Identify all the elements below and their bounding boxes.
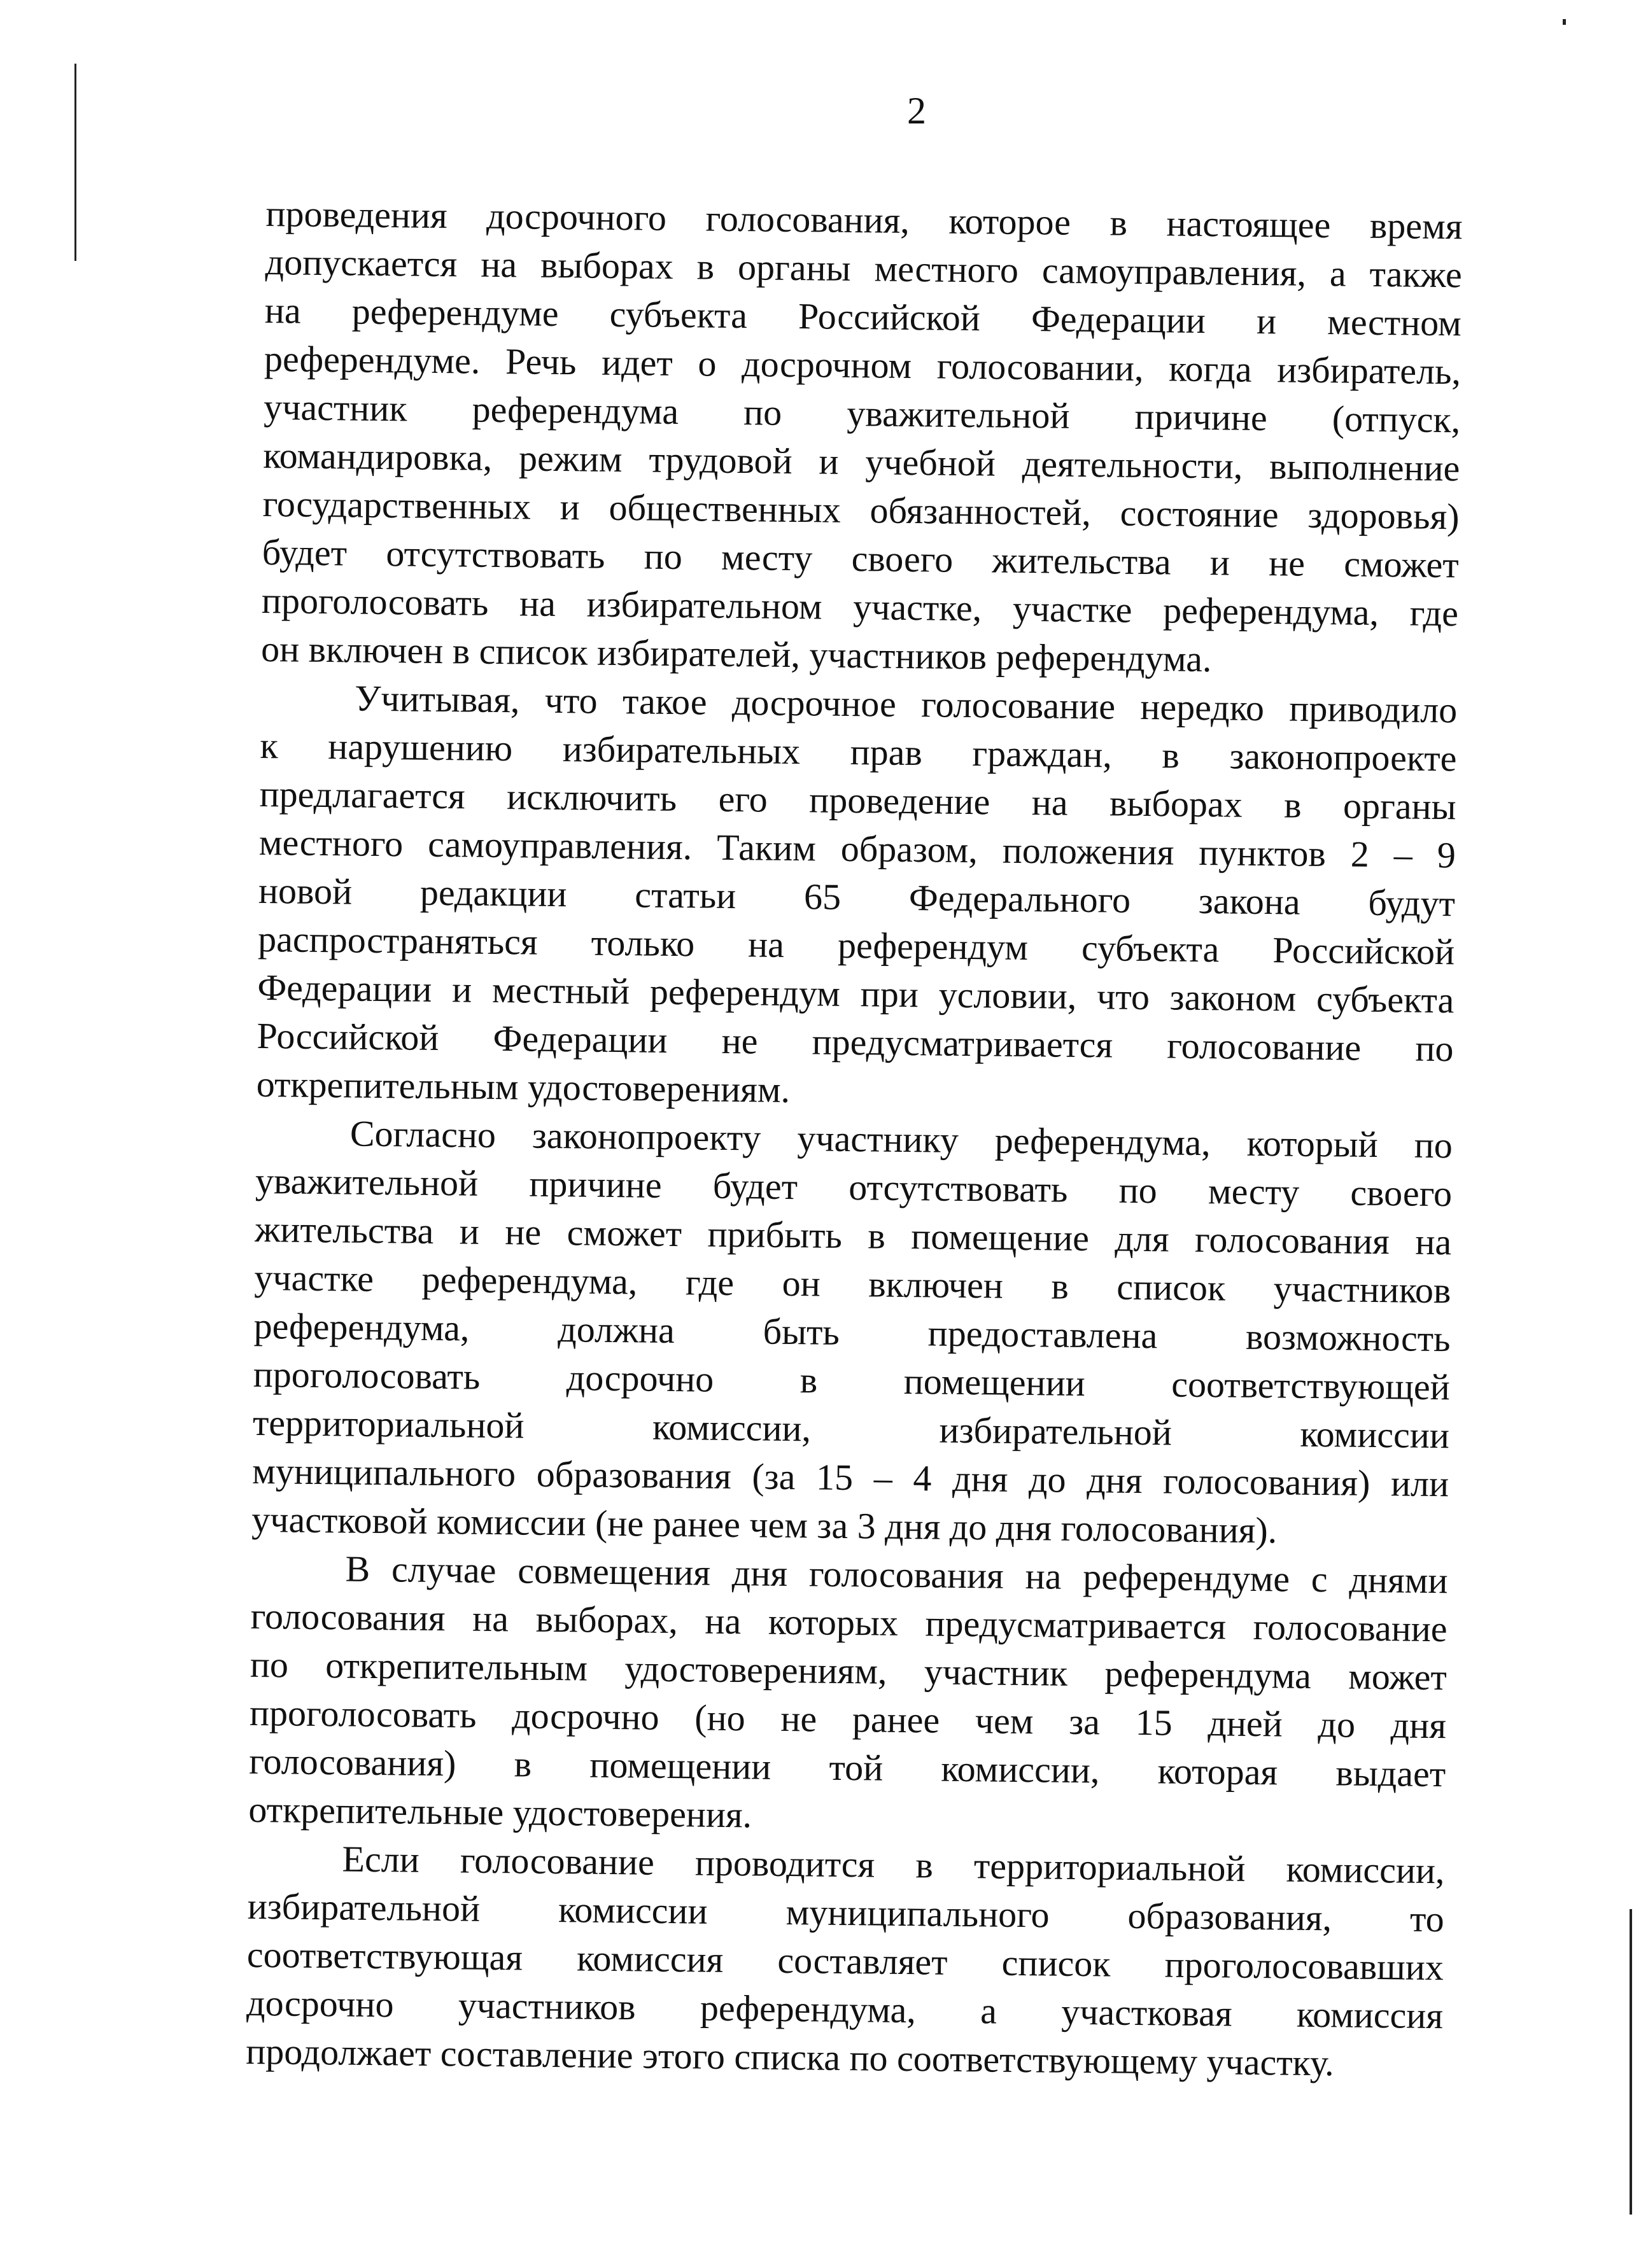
text-line: досрочно участников референдума, а участковая комиссия — [246, 1982, 1444, 2037]
text-line: проголосовать досрочно (но не ранее чем за 15 дней до дня — [249, 1691, 1447, 1747]
text-line: Федерации и местный референдум при условии, что законом субъекта — [257, 966, 1454, 1021]
text-line: голосования) в помещении той комиссии, которая выдает — [248, 1740, 1446, 1795]
text-line: местного самоуправления. Таким образом, положения пунктов 2 – 9 — [258, 821, 1456, 876]
text-line: государственных и общественных обязанностей, состояние здоровья) — [262, 482, 1460, 538]
text-line: участковой комиссии (не ранее чем за 3 дня до дня голосования). — [251, 1498, 1278, 1551]
scan-speck — [1563, 19, 1566, 25]
text-line: допускается на выборах в органы местного самоуправления, а также — [265, 241, 1463, 296]
text-line: проголосовать на избирательном участке, участке референдума, где — [261, 579, 1459, 634]
text-line: участник референдума по уважительной причине (отпуск, — [263, 386, 1461, 441]
text-line: муниципального образования (за 15 – 4 дня до дня голосования) или — [251, 1450, 1449, 1505]
text-line: командировка, режим трудовой и учебной деятельности, выполнение — [263, 434, 1460, 489]
text-line: Российской Федерации не предусматривается голосование по — [257, 1014, 1454, 1070]
paragraph — [261, 190, 1463, 686]
text-line: проголосовать досрочно в помещении соответствующей — [253, 1353, 1451, 1408]
text-line: уважительной причине будет отсутствовать по месту своего — [255, 1159, 1453, 1215]
text-line: он включен в список избирателей, участников референдума. — [260, 627, 1212, 680]
document-body — [246, 190, 1463, 2089]
page-number: 2 — [907, 90, 926, 132]
text-line: референдума, должна быть предоставлена возможность — [253, 1305, 1451, 1360]
text-line: будет отсутствовать по месту своего жительства и не сможет — [262, 531, 1460, 586]
text-line: на референдуме субъекта Российской Федерации и местном — [264, 289, 1462, 344]
text-line: по открепительным удостоверениям, участник референдума может — [250, 1643, 1447, 1698]
text-line: участке референдума, где он включен в список участников — [254, 1256, 1451, 1312]
text-line: жительства и не сможет прибыть в помещение для голосования на — [254, 1208, 1452, 1263]
text-line: распространяться только на референдум субъекта Российской — [257, 918, 1455, 973]
text-line: голосования на выборах, на которых предусматривается голосование — [250, 1595, 1447, 1650]
text-line: референдуме. Речь идет о досрочном голосовании, когда избиратель, — [264, 337, 1461, 393]
paragraph — [246, 1834, 1445, 2089]
text-line: открепительным удостоверениям. — [256, 1063, 791, 1110]
text-line: Учитывая, что такое досрочное голосование нередко приводило — [355, 677, 1458, 731]
text-line: Согласно законопроекту участнику референдума, который по — [349, 1112, 1453, 1166]
paragraph — [251, 1109, 1453, 1557]
scan-margin-line-left — [74, 64, 76, 261]
text-line: продолжает составление этого списка по соответствующему участку. — [245, 2030, 1335, 2084]
paragraph — [248, 1544, 1448, 1847]
text-line: избирательной комиссии муниципального образования, то — [247, 1885, 1445, 1940]
text-line: проведения досрочного голосования, которое в настоящее время — [265, 192, 1463, 248]
text-line: Если голосование проводится в территориальной комиссии, — [342, 1838, 1445, 1892]
text-line: территориальной комиссии, избирательной комиссии — [252, 1401, 1450, 1457]
text-line: к нарушению избирательных прав граждан, в законопроекте — [260, 724, 1457, 780]
text-line: В случае совмещения дня голосования на референдуме с днями — [345, 1548, 1448, 1602]
text-line: предлагается исключить его проведение на выборах в органы — [259, 773, 1456, 828]
text-line: соответствующая комиссия составляет список проголосовавших — [246, 1933, 1444, 1989]
text-line: новой редакции статьи 65 Федерального закона будут — [258, 869, 1456, 925]
paragraph — [256, 673, 1457, 1121]
text-line: открепительные удостоверения. — [248, 1788, 752, 1836]
scan-margin-line-right — [1630, 1909, 1632, 2215]
